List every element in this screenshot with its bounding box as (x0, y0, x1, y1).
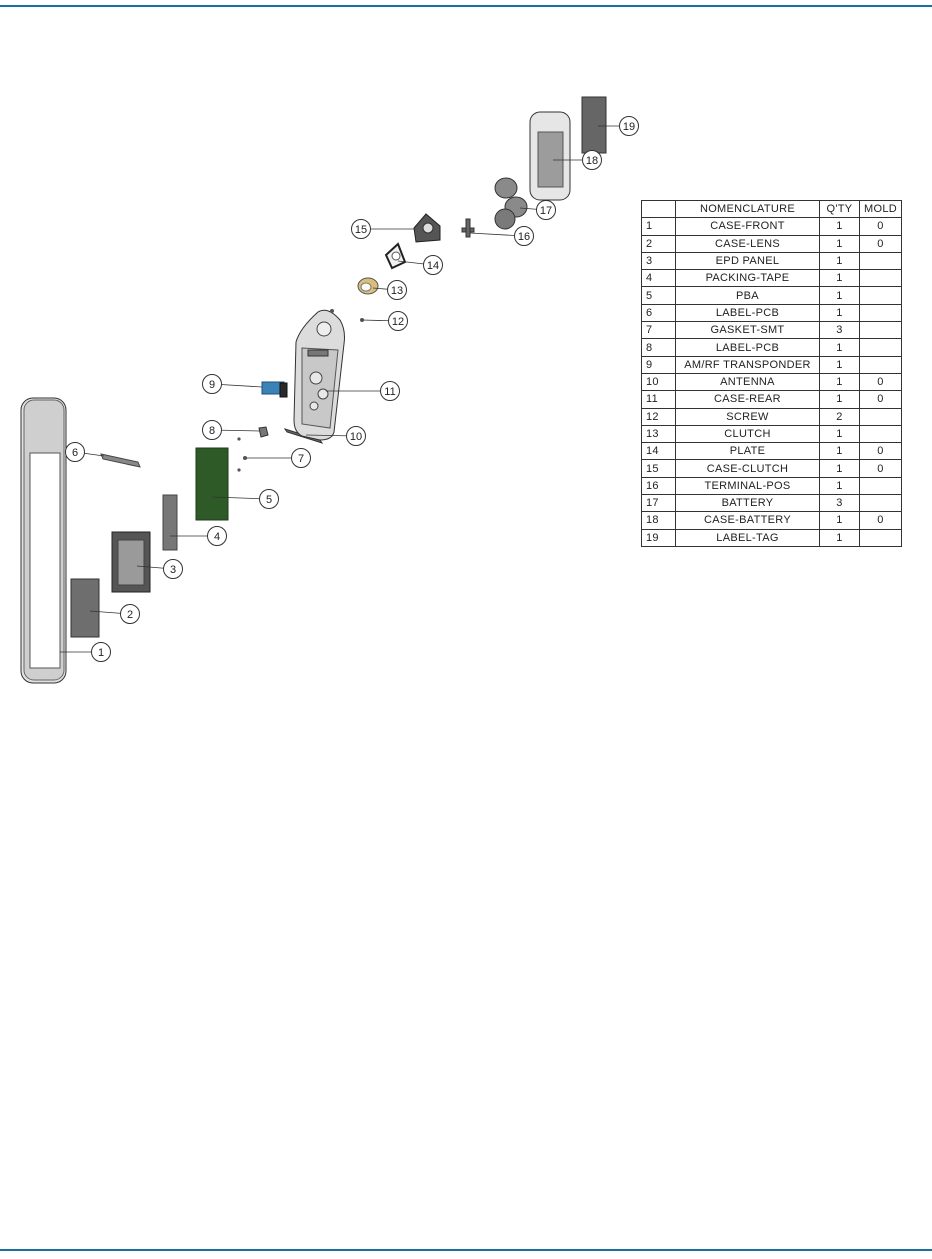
cell-name: LABEL-PCB (676, 304, 820, 321)
cell-no: 3 (642, 252, 676, 269)
cell-no: 19 (642, 529, 676, 546)
cell-qty: 1 (820, 339, 860, 356)
part-epd-panel (112, 532, 150, 592)
callout-label: 18 (585, 155, 599, 167)
part-graphics (21, 97, 606, 683)
cell-mold (860, 287, 902, 304)
callout-label: 19 (622, 121, 636, 133)
cell-no: 1 (642, 218, 676, 235)
callout-label: 9 (208, 379, 216, 391)
callout-14 (424, 256, 443, 275)
callout-9 (203, 375, 222, 394)
table-row (642, 529, 902, 546)
cell-qty: 1 (820, 443, 860, 460)
callout-label: 2 (126, 609, 134, 621)
cell-qty: 1 (820, 356, 860, 373)
callout-label: 17 (539, 205, 553, 217)
cell-no: 6 (642, 304, 676, 321)
table-row (642, 443, 902, 460)
cell-qty: 2 (820, 408, 860, 425)
callout-11 (381, 382, 400, 401)
cell-mold (860, 252, 902, 269)
table-row (642, 391, 902, 408)
table-row (642, 356, 902, 373)
callout-label: 3 (169, 564, 177, 576)
cell-name: GASKET-SMT (676, 322, 820, 339)
cell-mold: 0 (860, 218, 902, 235)
part-case-front (21, 398, 66, 683)
callout-7 (292, 449, 311, 468)
cell-name: TERMINAL-POS (676, 477, 820, 494)
table-row (642, 304, 902, 321)
header-cell-number (642, 201, 676, 218)
cell-name: PACKING-TAPE (676, 270, 820, 287)
header-cell-nomenclature: NOMENCLATURE (676, 201, 820, 218)
callout-17 (537, 201, 556, 220)
cell-mold: 0 (860, 373, 902, 390)
part-plate (386, 244, 405, 268)
cell-mold (860, 477, 902, 494)
cell-mold (860, 304, 902, 321)
cell-name: EPD PANEL (676, 252, 820, 269)
callout-label: 12 (391, 316, 405, 328)
cell-no: 9 (642, 356, 676, 373)
callout-label: 11 (384, 386, 396, 398)
header-cell-mold: MOLD (860, 201, 902, 218)
header-cell-quantity: Q'TY (820, 201, 860, 218)
cell-qty: 1 (820, 460, 860, 477)
table-row (642, 235, 902, 252)
table-row (642, 512, 902, 529)
callout-label: 10 (349, 431, 363, 443)
cell-name: BATTERY (676, 495, 820, 512)
cell-mold (860, 356, 902, 373)
cell-no: 15 (642, 460, 676, 477)
table-row (642, 218, 902, 235)
part-transponder (262, 382, 287, 397)
cell-mold: 0 (860, 235, 902, 252)
callout-label: 8 (208, 425, 216, 437)
cell-no: 5 (642, 287, 676, 304)
table-row (642, 425, 902, 442)
callout-15 (352, 220, 371, 239)
callout-2 (121, 605, 140, 624)
cell-mold (860, 408, 902, 425)
callout-12 (389, 312, 408, 331)
callout-8 (203, 421, 222, 440)
cell-mold: 0 (860, 443, 902, 460)
cell-no: 11 (642, 391, 676, 408)
cell-no: 4 (642, 270, 676, 287)
cell-name: LABEL-TAG (676, 529, 820, 546)
callout-16 (515, 227, 534, 246)
part-clutch (358, 278, 378, 294)
cell-name: CASE-FRONT (676, 218, 820, 235)
callout-label: 1 (97, 647, 105, 659)
part-battery (495, 178, 527, 229)
callout-label: 13 (390, 285, 404, 297)
callout-6 (66, 443, 85, 462)
cell-qty: 1 (820, 512, 860, 529)
part-pba (196, 448, 228, 520)
cell-no: 14 (642, 443, 676, 460)
table-row (642, 339, 902, 356)
cell-name: CASE-CLUTCH (676, 460, 820, 477)
callout-10 (347, 427, 366, 446)
part-label-tag (582, 97, 606, 153)
cell-no: 8 (642, 339, 676, 356)
cell-mold (860, 339, 902, 356)
part-label-pcb-6 (101, 454, 140, 467)
part-label-pcb-8 (259, 427, 268, 437)
part-case-clutch (414, 214, 440, 242)
callout-19 (620, 117, 639, 136)
cell-mold (860, 495, 902, 512)
callout-5 (260, 490, 279, 509)
cell-qty: 3 (820, 322, 860, 339)
part-terminal-pos (462, 219, 474, 237)
cell-name: LABEL-PCB (676, 339, 820, 356)
table-row (642, 408, 902, 425)
footer-rule (0, 1249, 932, 1251)
cell-name: PBA (676, 287, 820, 304)
callout-label: 14 (426, 260, 440, 272)
cell-qty: 1 (820, 270, 860, 287)
cell-mold (860, 425, 902, 442)
cell-no: 12 (642, 408, 676, 425)
part-gasket-smt (237, 437, 247, 471)
cell-qty: 1 (820, 529, 860, 546)
cell-no: 16 (642, 477, 676, 494)
callout-4 (208, 527, 227, 546)
cell-no: 13 (642, 425, 676, 442)
cell-mold (860, 322, 902, 339)
table-row (642, 287, 902, 304)
bill-of-materials-table (641, 200, 902, 547)
cell-qty: 1 (820, 304, 860, 321)
callout-18 (583, 151, 602, 170)
cell-name: CASE-BATTERY (676, 512, 820, 529)
callout-label: 16 (517, 231, 531, 243)
cell-name: CLUTCH (676, 425, 820, 442)
part-case-lens (71, 579, 99, 637)
cell-name: SCREW (676, 408, 820, 425)
table-row (642, 460, 902, 477)
cell-name: CASE-REAR (676, 391, 820, 408)
part-case-rear (294, 310, 345, 440)
callout-label: 7 (297, 453, 305, 465)
callout-label: 15 (354, 224, 368, 236)
cell-mold (860, 270, 902, 287)
callout-label: 6 (71, 447, 79, 459)
table-row (642, 495, 902, 512)
cell-no: 10 (642, 373, 676, 390)
table-row (642, 322, 902, 339)
part-packing-tape (163, 495, 177, 550)
callout-13 (388, 281, 407, 300)
callout-label: 4 (213, 531, 221, 543)
cell-no: 2 (642, 235, 676, 252)
table-header-row (642, 201, 902, 218)
cell-mold: 0 (860, 391, 902, 408)
callout-1 (92, 643, 111, 662)
cell-qty: 1 (820, 477, 860, 494)
cell-qty: 1 (820, 287, 860, 304)
table-row (642, 373, 902, 390)
cell-no: 7 (642, 322, 676, 339)
table-row (642, 252, 902, 269)
cell-no: 18 (642, 512, 676, 529)
cell-name: PLATE (676, 443, 820, 460)
callout-3 (164, 560, 183, 579)
cell-name: CASE-LENS (676, 235, 820, 252)
cell-name: AM/RF TRANSPONDER (676, 356, 820, 373)
cell-name: ANTENNA (676, 373, 820, 390)
cell-qty: 1 (820, 235, 860, 252)
cell-no: 17 (642, 495, 676, 512)
cell-mold (860, 529, 902, 546)
cell-qty: 1 (820, 252, 860, 269)
table-row (642, 477, 902, 494)
cell-qty: 1 (820, 218, 860, 235)
part-case-battery (530, 112, 570, 200)
cell-mold: 0 (860, 512, 902, 529)
cell-qty: 1 (820, 425, 860, 442)
cell-qty: 1 (820, 391, 860, 408)
cell-qty: 3 (820, 495, 860, 512)
callout-label: 5 (265, 494, 273, 506)
cell-mold: 0 (860, 460, 902, 477)
table-row (642, 270, 902, 287)
cell-qty: 1 (820, 373, 860, 390)
